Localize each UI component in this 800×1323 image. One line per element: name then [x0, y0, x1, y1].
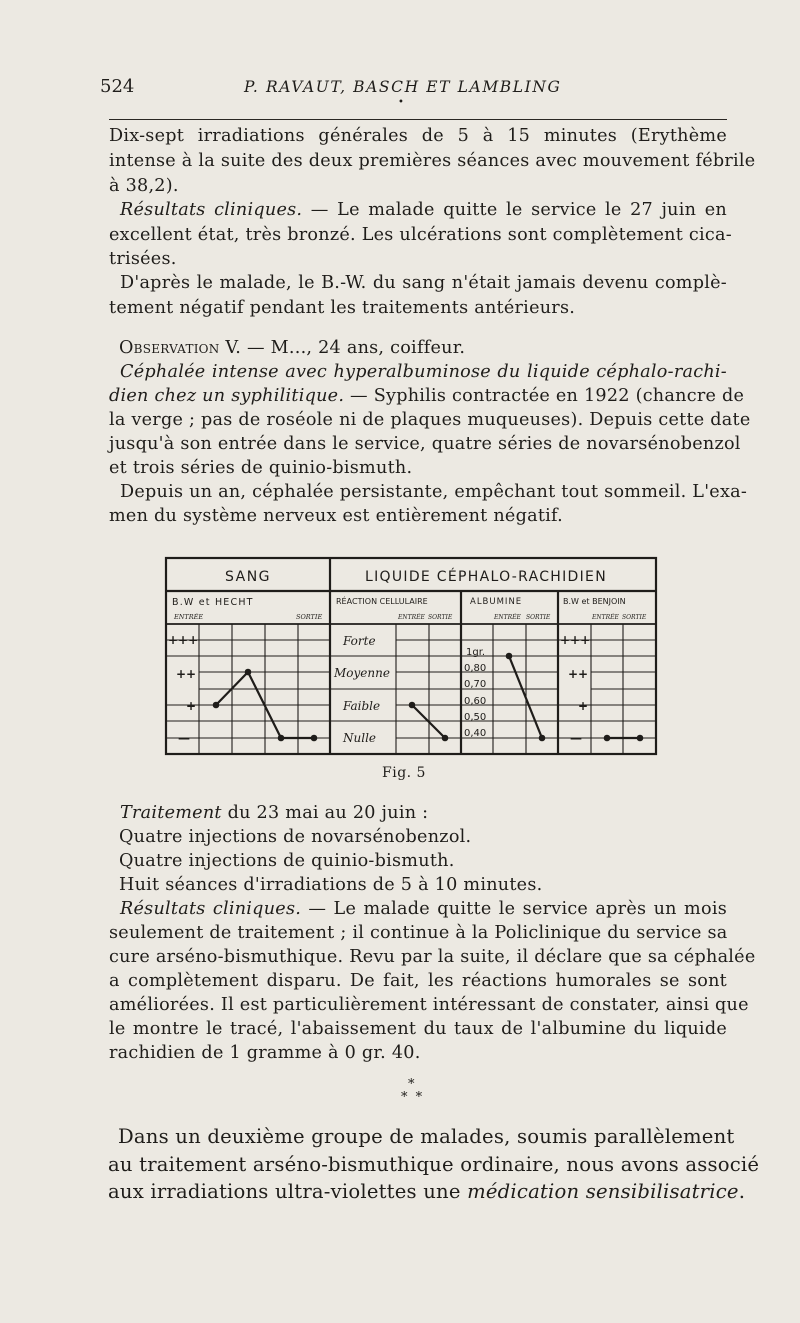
para4-line2-it: dien chez un syphilitique. [109, 386, 345, 406]
header-dot: • [398, 97, 404, 108]
asterism-top: * [408, 1077, 415, 1092]
cell-level-nulle: Nulle [343, 731, 377, 745]
para6-line1 [120, 803, 738, 823]
figure-caption: Fig. 5 [382, 765, 426, 781]
page-number: 524 [100, 76, 135, 97]
para4-line2-rest: — Syphilis contractée en 1922 (chancre de [344, 386, 745, 406]
cell-reaction-trace-line [412, 705, 445, 738]
para6-line1-rest: du 23 mai au 20 juin : [221, 803, 429, 823]
cell-level-forte: Forte [343, 634, 376, 648]
sub-bw-hecht: B.W et HECHT [172, 597, 254, 608]
para4-line4: jusqu'à son entrée dans le service, quatre séries de novarsénobenzol [109, 434, 741, 454]
cell-level-moyenne: Moyenne [334, 666, 390, 680]
para1-line2: intense à la suite des deux premières séances avec mouvement fébrile [109, 151, 756, 171]
albumin-trace-point [539, 735, 546, 742]
header-rule [109, 119, 727, 120]
bw-hecht-trace-point [245, 669, 252, 676]
benjoin-grid [558, 624, 656, 754]
header-sang: SANG [224, 569, 272, 585]
para2-line3: trisées. [109, 249, 177, 269]
albumin-level-1gr: 1gr. [466, 647, 486, 658]
albumine-entree: ENTRÉE [494, 614, 521, 621]
observation-rest: V. — M..., 24 ans, coiffeur. [219, 338, 466, 358]
para6-line3: Quatre injections de quinio-bismuth. [119, 851, 455, 871]
para6-line4: Huit séances d'irradiations de 5 à 10 minutes. [119, 875, 543, 895]
para4-line2 [109, 386, 745, 406]
benjoin-level-neg: — [570, 731, 582, 745]
para4-line3: la verge ; pas de roséole ni de plaques muqueuses). Depuis cette date [109, 410, 751, 430]
para7-line1-rest: — Le malade quitte le service après un mois [301, 899, 727, 919]
observation-label: Observation [119, 338, 220, 358]
para4-line5: et trois séries de quinio-bismuth. [109, 458, 413, 478]
para6-lead: Traitement [120, 803, 222, 823]
albumin-trace-line [509, 656, 542, 738]
bw-benjoin-trace-point [604, 735, 611, 742]
bw-hecht-trace-point [311, 735, 318, 742]
benjoin-sortie: SORTIE [622, 614, 647, 621]
para5-line1: Depuis un an, céphalée persistante, empêchant tout sommeil. L'exa- [120, 482, 748, 502]
running-title: P. RAVAUT, BASCH ET LAMBLING [244, 78, 562, 96]
bw-hecht-trace-point [278, 735, 285, 742]
para7-line5: améliorées. Il est particulièrement intéressant de constater, ainsi que [109, 995, 749, 1015]
albumine-grid [461, 624, 558, 754]
albumin-level-040: 0,40 [464, 728, 487, 739]
albumin-level-060: 0,60 [464, 696, 487, 707]
sang-entree: ENTRÉE [174, 613, 204, 621]
albumin-level-080: 0,80 [464, 663, 487, 674]
para2-lead: Résultats cliniques. [120, 200, 303, 220]
cell-reaction-trace-point [409, 702, 416, 709]
para7-line3: cure arséno-bismuthique. Revu par la suite, il déclare que sa céphalée [109, 947, 756, 967]
albumin-trace-point [506, 653, 513, 660]
benjoin-level-2plus: ++ [568, 667, 589, 681]
albumine-sortie: SORTIE [526, 614, 551, 621]
sang-level-3plus: +++ [168, 633, 199, 647]
cell-level-faible: Faible [343, 699, 381, 713]
reaction-sortie: SORTIE [428, 614, 453, 621]
benjoin-level-3plus: +++ [560, 633, 591, 647]
final-line3-it: médication sensibilisatrice [467, 1180, 739, 1203]
para7-line4: a complètement disparu. De fait, les réactions humorales se sont [109, 971, 727, 991]
para2-line1 [120, 200, 727, 220]
para2-line1-rest: — Le malade quitte le service le 27 juin en [302, 200, 727, 220]
albumin-level-070: 0,70 [464, 679, 487, 690]
header-lcr: LIQUIDE CÉPHALO-RACHIDIEN [365, 569, 607, 585]
observation-heading [119, 338, 737, 358]
sub-bw-benjoin: B.W et BENJOIN [563, 597, 626, 606]
final-line1: Dans un deuxième groupe de malades, soumis parallèlement [118, 1125, 735, 1148]
para6-line2: Quatre injections de novarsénobenzol. [119, 827, 472, 847]
para2-line2: excellent état, très bronzé. Les ulcérations sont complètement cica- [109, 225, 732, 245]
sub-reaction: RÉACTION CELLULAIRE [336, 597, 428, 606]
reaction-entree: ENTRÉE [398, 614, 425, 621]
para5-line2: men du système nerveux est entièrement négatif. [109, 506, 564, 526]
para7-line6: le montre le tracé, l'abaissement du taux de l'albumine du liquide [109, 1019, 727, 1039]
reaction-grid [330, 624, 461, 754]
sub-albumine: ALBUMINE [470, 597, 523, 607]
final-line2: au traitement arséno-bismuthique ordinaire, nous avons associé [108, 1153, 760, 1176]
benjoin-entree: ENTRÉE [592, 614, 619, 621]
bw-hecht-trace-point [213, 702, 220, 709]
para3-line2: tement négatif pendant les traitements antérieurs. [109, 298, 576, 318]
cell-reaction-trace-point [442, 735, 449, 742]
final-line3-text: aux irradiations ultra-violettes une [108, 1180, 468, 1203]
para7-lead: Résultats cliniques. [120, 899, 302, 919]
para1-line3: à 38,2). [109, 176, 179, 196]
para4-line1: Céphalée intense avec hyperalbuminose du liquide céphalo-rachi- [120, 362, 727, 382]
benjoin-level-plus: + [578, 699, 589, 713]
sang-level-neg: — [178, 731, 190, 745]
sang-sortie: SORTIE [296, 613, 323, 621]
bw-hecht-trace-line [216, 672, 314, 738]
para7-line2: seulement de traitement ; il continue à la Policlinique du service sa [109, 923, 728, 943]
final-line3 [108, 1180, 746, 1203]
para7-line1 [120, 899, 727, 919]
para3-line1: D'après le malade, le B.-W. du sang n'était jamais devenu complè- [120, 273, 727, 293]
para1-line1: Dix-sept irradiations générales de 5 à 15 minutes (Erythème [109, 126, 727, 146]
para7-line7: rachidien de 1 gramme à 0 gr. 40. [109, 1043, 421, 1063]
sang-level-2plus: ++ [176, 667, 197, 681]
albumin-level-050: 0,50 [464, 712, 487, 723]
final-line3-end: . [738, 1180, 746, 1203]
figure-frame [166, 558, 656, 754]
sang-grid [166, 624, 330, 754]
bw-benjoin-trace-point [637, 735, 644, 742]
asterism-bottom: * * [401, 1090, 425, 1105]
sang-level-plus: + [186, 699, 197, 713]
